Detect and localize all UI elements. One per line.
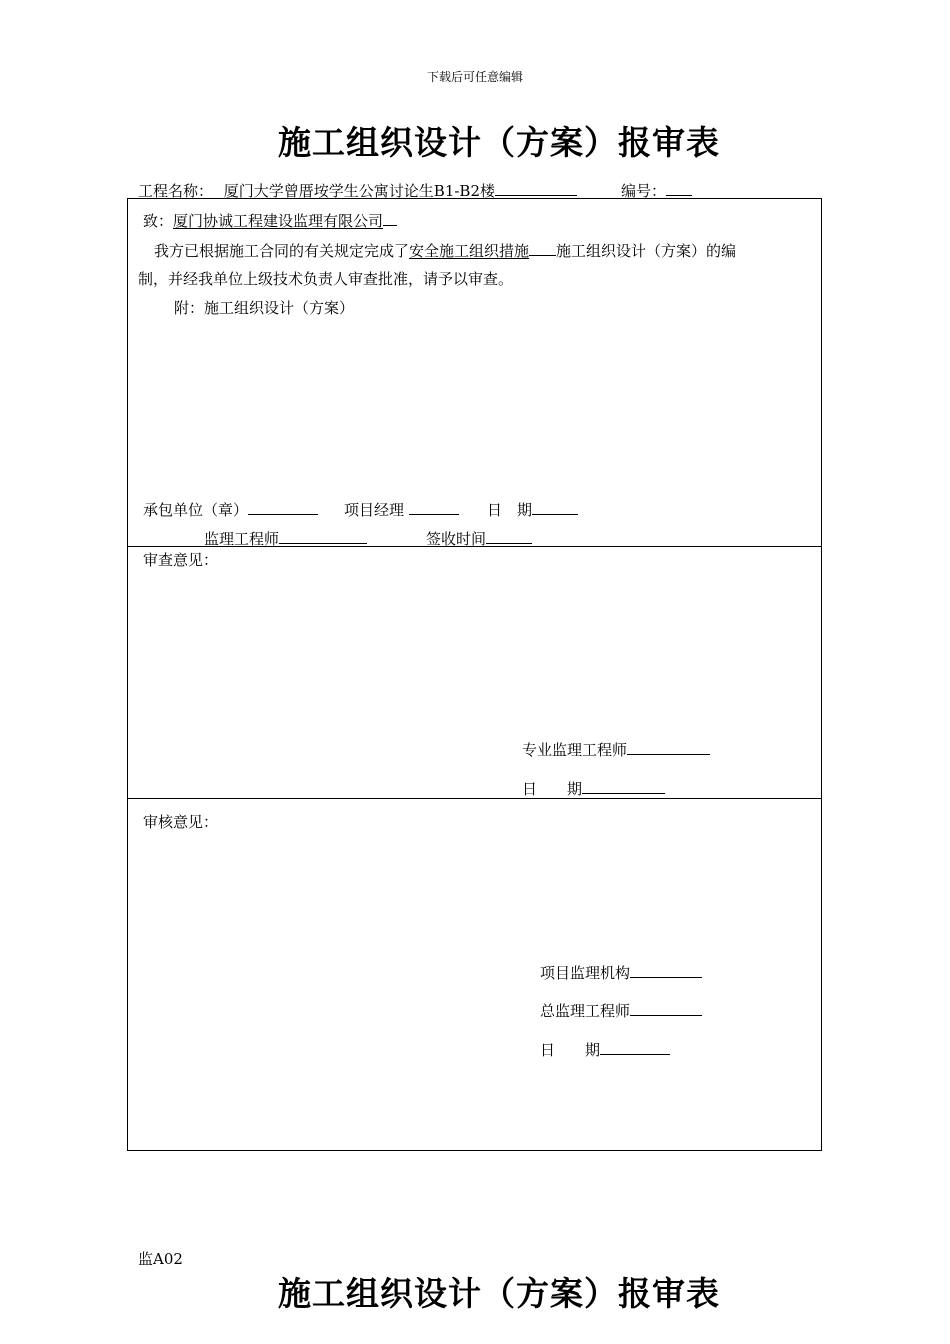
addressee-blank	[383, 210, 397, 226]
manager-label: 项目经理	[344, 501, 405, 519]
chief-engineer-row	[540, 1000, 702, 1021]
contractor-label: 承包单位（章）	[143, 501, 249, 519]
number-blank	[666, 180, 692, 196]
manager-sign-row	[344, 499, 459, 520]
form-code: 监A02	[138, 1250, 183, 1268]
audit-opinion-heading: 审核意见：	[143, 813, 219, 831]
contractor-blank	[248, 499, 318, 515]
body-prefix: 我方已根据施工合同的有关规定完成了	[154, 242, 410, 260]
specialist-engineer-row	[522, 739, 710, 760]
specialist-engineer-blank	[627, 739, 710, 755]
addressee-value: 厦门协诚工程建设监理有限公司	[173, 212, 384, 230]
supervision-agency-blank	[630, 962, 702, 978]
section-divider-2	[127, 798, 822, 799]
header-note: 下载后可任意编辑	[426, 70, 523, 84]
supervision-agency-row	[540, 962, 702, 983]
receipt-time-row	[426, 528, 532, 549]
chief-engineer-blank	[630, 1000, 702, 1016]
addressee-label: 致：	[143, 212, 174, 230]
supervisor-blank	[279, 528, 367, 544]
specialist-engineer-label: 专业监理工程师	[522, 741, 628, 759]
next-page-title: 施工组织设计（方案）报审表	[278, 1274, 720, 1313]
section3-date-blank	[600, 1039, 670, 1055]
supervisor-sign-row	[204, 528, 367, 549]
contractor-sign-row	[143, 499, 318, 520]
section2-date-label: 日 期	[522, 780, 583, 798]
page-title: 施工组织设计（方案）报审表	[278, 123, 720, 162]
section3-date-label: 日 期	[540, 1041, 601, 1059]
manager-blank	[409, 499, 459, 515]
project-name-value: 厦门大学曾厝垵学生公寓讨论生B1-B2楼	[223, 182, 495, 200]
section3-date-row	[540, 1039, 670, 1060]
body-item: 安全施工组织措施	[409, 242, 530, 260]
body-item-blank	[529, 240, 556, 256]
form-table	[127, 198, 822, 1151]
supervision-agency-label: 项目监理机构	[540, 964, 631, 982]
receipt-time-label: 签收时间	[426, 530, 487, 548]
body-suffix: 施工组织设计（方案）的编	[556, 242, 737, 260]
body-line-2: 制，并经我单位上级技术负责人审查批准，请予以审查。	[138, 270, 514, 288]
body-line-1	[154, 240, 736, 261]
section1-date-blank	[532, 499, 578, 515]
section1-date-label: 日 期	[487, 501, 533, 519]
review-opinion-heading: 审查意见：	[143, 551, 219, 569]
addressee-row	[143, 210, 397, 231]
number-label: 编号：	[621, 182, 667, 200]
project-name-label: 工程名称：	[138, 182, 214, 200]
attachment-line: 附：施工组织设计（方案）	[174, 299, 355, 317]
supervisor-label: 监理工程师	[204, 530, 280, 548]
section1-date-row	[487, 499, 578, 520]
receipt-time-blank	[486, 528, 532, 544]
chief-engineer-label: 总监理工程师	[540, 1002, 631, 1020]
section2-date-row	[522, 778, 665, 799]
project-name-blank	[495, 180, 577, 196]
section2-date-blank	[582, 778, 665, 794]
